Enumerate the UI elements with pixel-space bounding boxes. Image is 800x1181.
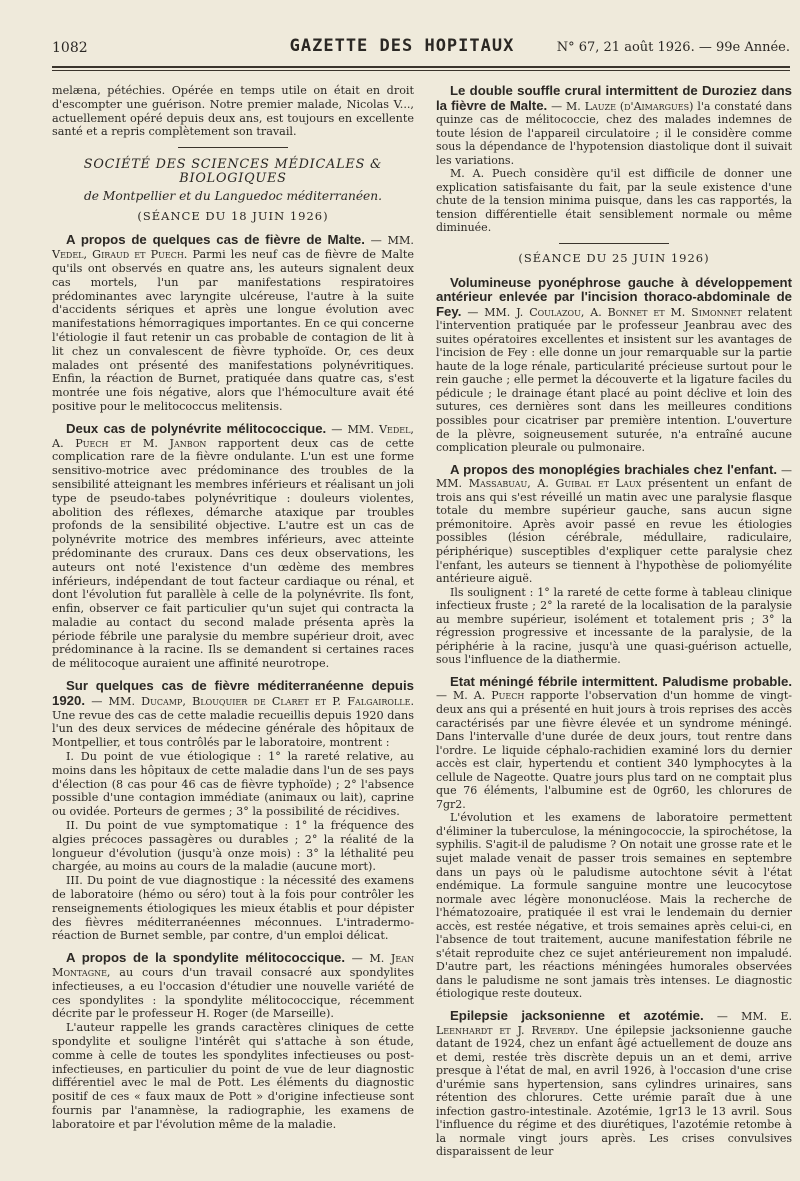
session-date: (SÉANCE DU 25 JUIN 1926)	[518, 251, 710, 266]
article-authors: — M. A. Puech	[436, 689, 525, 703]
article-authors: — MM. J. Coulazou, A. Bonnet et M. Simonnet	[461, 305, 742, 319]
article-authors: — M. Lauze (d'Aimargues)	[547, 99, 694, 113]
article-title: A propos de la spondylite mélitococcique.	[66, 950, 346, 966]
article-body: relatent l'intervention pratiquée par le professeur Jeanbrau avec des suites opératoires excellentes et insistent sur les avantages de l'incision de Fey : elle donne un jour remarquable sur la partie haute de la loge rénale, particularité précieuse surtout pour le rein gauche ; elle permet la découverte et la ligature faciles du pédicule ; le drainage étant placé au point déclive et loin des sutures, ces dernières sont dans les meilleures conditions possibles pour cicatriser par première intention. L'ouverture de la plèvre, soigneusement suturée, n'a entraîné aucune complication pleurale ou pulmonaire.	[436, 305, 792, 455]
article-authors: — MM. E. Leenhardt et J. Reverdy.	[436, 1010, 792, 1037]
article-body: au cours d'un travail consacré aux spondylites infectieuses, a eu l'occasion d'étudier une nouvelle variété de ces spondylites : la spondylite mélitococcique, récemment décrite par le professeur H. Roger (de Marseille).	[52, 966, 414, 1021]
article-paragraph: I. Du point de vue étiologique : 1° la rareté relative, au moins dans les hôpitaux de cette maladie dans l'un de ses pays d'élection (8 cas pour 46 cas de fièvre typhoïde) ; 2° l'absence possible d'une contagion immédiate (animaux ou lait), caprine ou ovidée. Porteurs de germes ; 3° la possibilité de récidives.	[52, 750, 414, 819]
article-paragraph: L'auteur rappelle les grands caractères cliniques de cette spondylite et souligne l'intérêt qui s'attache à son étude, comme à celle de toutes les spondylites infectieuses ou post-infectieuses, en particulier du point de vue de leur diagnostic différentiel avec le mal de Pott. Les éléments du diagnostic positif de ces « faux maux de Pott » d'origine infectieuse sont fournis par l'anamnèse, la radiographie, les examens de laboratoire et par l'évolution même de la maladie.	[52, 1021, 414, 1131]
article-epilepsie	[436, 1009, 792, 1159]
article-paragraph: Ils soulignent : 1° la rareté de cette forme à tableau clinique infectieux fruste ; 2° la rareté de la localisation de la paralysie au membre supérieur, isolément et totalement pris ; 3° la régression progressive et incessante de la paralysie, de la périphérie à la racine, jusqu'à une quasi-guérison actuelle, sous l'influence de la diathermie.	[436, 585, 792, 667]
session-date: (SÉANCE DU 18 JUIN 1926)	[137, 208, 329, 223]
article-body: l'a constaté dans quinze cas de mélitococcie, chez des malades indemnes de toute lésion de l'appareil circulatoire ; il le considère comme sous la dépendance de l'hypotension diastolique dont il suivait les variations.	[436, 99, 792, 167]
article-title: Volumineuse pyonéphrose gauche à développement antérieur enlevée par l'incision thoraco-abdominale de Fey.	[436, 274, 792, 319]
separator	[178, 147, 288, 148]
page-number: 1082	[52, 40, 88, 56]
article-title: A propos de quelques cas de fièvre de Malte.	[66, 232, 365, 248]
article-title: Etat méningé fébrile intermittent. Paludisme probable.	[450, 673, 792, 689]
article-authors: — MM. Vedel, Giraud et Puech.	[52, 234, 414, 262]
issue-info: N° 67, 21 août 1926. — 99e Année.	[556, 40, 790, 55]
left-column	[52, 84, 414, 1132]
article-malte	[52, 233, 414, 413]
article-pyonephrose	[436, 276, 792, 455]
article-polynevrite	[52, 422, 414, 671]
article-authors: — MM. Vedel, A. Puech et M. Janbon	[52, 422, 414, 450]
society-title: SOCIÉTÉ DES SCIENCES MÉDICALES & BIOLOGIQUES	[83, 157, 383, 186]
society-subtitle: de Montpellier et du Languedoc méditerranéen.	[84, 188, 382, 203]
article-body: Parmi les neuf cas de fièvre de Malte qu'ils ont observés en quatre ans, les auteurs signalent deux cas mortels, l'un par manifestations respiratoires prédominantes avec laryngite ulcéreuse, l'autre à la suite d'accidents sériques et après une longue évolution avec manifestations hémorragiques importantes. En ce qui concerne l'étiologie il faut retenir un cas probable de contagion de lit à lit chez un convalescent de fièvre typhoïde. Or, ces deux malades ont présenté des manifestations polynévritiques. Enfin, la réaction de Burnet, pratiquée dans quatre cas, s'est montrée une fois négative, alors que l'hémoculture avait été positive pour le melitococcus melitensis.	[52, 248, 414, 413]
article-paragraph: II. Du point de vue symptomatique : 1° la fréquence des algies précoces passagères ou durables ; 2° la réalité de la longueur d'évolution (jusqu'à onze mois) : 3° la léthalité peu chargée, au moins au cours de la maladie (aucune mort).	[52, 819, 414, 874]
article-authors: — MM. Massabuau, A. Guibal et Laux	[436, 463, 792, 491]
journal-title: GAZETTE DES HOPITAUX	[289, 36, 515, 56]
header-rule-thin	[52, 70, 790, 71]
article-title: Deux cas de polynévrite mélitococcique.	[66, 420, 327, 436]
article-paragraph: III. Du point de vue diagnostique : la nécessité des examens de laboratoire (hémo ou séro) tout à la fois pour contrôler les renseignements étiologiques les mieux établis et pour dépister des fièvres méditerranéennes méconnues. L'intradermo-réaction de Burnet semble, par contre, d'un emploi délicat.	[52, 874, 414, 943]
article-body: rapporte l'observation d'un homme de vingt-deux ans qui a présenté en huit jours à trois reprises des accès caractérisés par une fièvre élevée et un syndrome méningé. Dans l'intervalle d'une durée de deux jours, tout rentre dans l'ordre. Le liquide céphalo-rachidien examiné lors du dernier accès est clair, hypertendu et contient 340 lymphocytes à la cellule de Nageotte. Quatre jours plus tard on ne comptait plus que 76 éléments, l'albumine est de 0gr60, les chlorures de 7gr2.	[436, 689, 792, 811]
right-column	[436, 84, 792, 1159]
article-paragraph: M. A. Puech considère qu'il est difficile de donner une explication satisfaisante du fait, par la seule existence d'une chute de la tension minima puisque, dans les cas rapportés, la tension différentielle était sensiblement normale ou même diminuée.	[436, 167, 792, 235]
separator	[559, 243, 669, 244]
article-spondylite	[52, 951, 414, 1021]
header-rule	[52, 66, 790, 68]
article-title: A propos des monoplégies brachiales chez l'enfant.	[450, 461, 778, 477]
article-title: Le double souffle crural intermittent de Duroziez dans la fièvre de Malte.	[436, 83, 792, 113]
article-authors: — M. Jean Montagne,	[52, 952, 414, 980]
article-body: Une épilepsie jacksonienne gauche datant de 1924, chez un enfant âgé actuellement de douze ans et demi, restée très discrète depuis un an et demi, arrive presque à l'état de mal, en avril 1926, à l'occasion d'une crise d'urémie sans hypertension, sans cylindres urinaires, sans rétention des chlorures. Cette urémie paraît due à une infection gastro-intestinale. Azotémie, 1gr13 le 13 avril. Sous l'influence du régime et des diurétiques, l'azotémie retombe à la normale vingt jours après. Les crises convulsives disparaissent de leur	[436, 1023, 792, 1159]
article-title: Sur quelques cas de fièvre méditerranéenne depuis 1920.	[52, 678, 414, 708]
article-body: Une revue des cas de cette maladie recueillis depuis 1920 dans l'un des deux services de médecine générale des hôpitaux de Montpellier, et tous contrôlés par le laboratoire, montrent :	[52, 708, 414, 750]
article-body: présentent un enfant de trois ans qui s'est réveillé un matin avec une paralysie flasque totale du membre supérieur gauche, sans aucun signe prémonitoire. Après avoir passé en revue les étiologies possibles (lésion cérébrale, médullaire, radiculaire, périphérique) susceptibles d'expliquer cette paralysie chez l'enfant, les auteurs se tiennent à l'hypothèse de poliomyélite antérieure aiguë.	[436, 477, 792, 586]
article-duroziez	[436, 84, 792, 167]
article-etat-meninge	[436, 675, 792, 811]
article-paragraph: L'évolution et les examens de laboratoire permettent d'éliminer la tuberculose, la méningococcie, la spirochétose, la syphilis. S'agit-il de paludisme ? On notait une grosse rate et le sujet malade venait de passer trois semaines en septembre dans un pays où le paludisme autochtone sévit à l'état endémique. La formule sanguine montre une leucocytose normale avec légère mononucléose. Mais la recherche de l'hématozoaire, pratiquée il est vrai le lendemain du dernier accès, est restée négative, et trois semaines après celui-ci, en l'absence de tout traitement, aucune manifestation fébrile ne s'était reproduite chez ce sujet antérieurement non impaludé. D'autre part, les réactions méningées humorales observées dans le paludisme ne sont jamais très intenses. Le diagnostic étiologique reste douteux.	[436, 811, 792, 1001]
article-body: rapportent deux cas de cette complication rare de la fièvre ondulante. L'un est une forme sensitivo-motrice avec prédominance des troubles de la sensibilité atteignant les membres inférieurs et réalisant un joli type de pseudo-tabes polynévritique : douleurs violentes, abolition des réflexes, démarche ataxique par troubles profonds de la sensibilité objective. L'autre est un cas de polynévrite motrice des membres inférieurs, avec atteinte prédominante des cruraux. Dans ces deux observations, les auteurs ont noté l'existence d'un œdème des membres inférieurs, indépendant de tout facteur cardiaque ou rénal, et dont l'évolution fut parallèle à celle de la polynévrite. Ils font, enfin, observer ce fait particulier qu'un sujet qui contracta la maladie au contact du second malade présenta après la période fébrile une paralysie du membre supérieur droit, avec prédominance à la racine. Ils se demandent si certaines races de mélitocoque auraient une affinité neurotrope.	[52, 436, 414, 671]
article-title: Epilepsie jacksonienne et azotémie.	[450, 1008, 704, 1023]
page-header	[52, 24, 790, 64]
article-monoplegies	[436, 463, 792, 586]
article-fievre-mediterraneenne	[52, 679, 414, 750]
article-authors: — MM. Ducamp, Blouquier de Claret et P. Falgairolle.	[85, 694, 414, 708]
intro-paragraph: melæna, pétéchies. Opérée en temps utile on était en droit d'escompter une guérison. Notre premier malade, Nicolas V..., actuellement opéré depuis deux ans, est toujours en excellente santé et a repris complètement son travail.	[52, 84, 414, 139]
